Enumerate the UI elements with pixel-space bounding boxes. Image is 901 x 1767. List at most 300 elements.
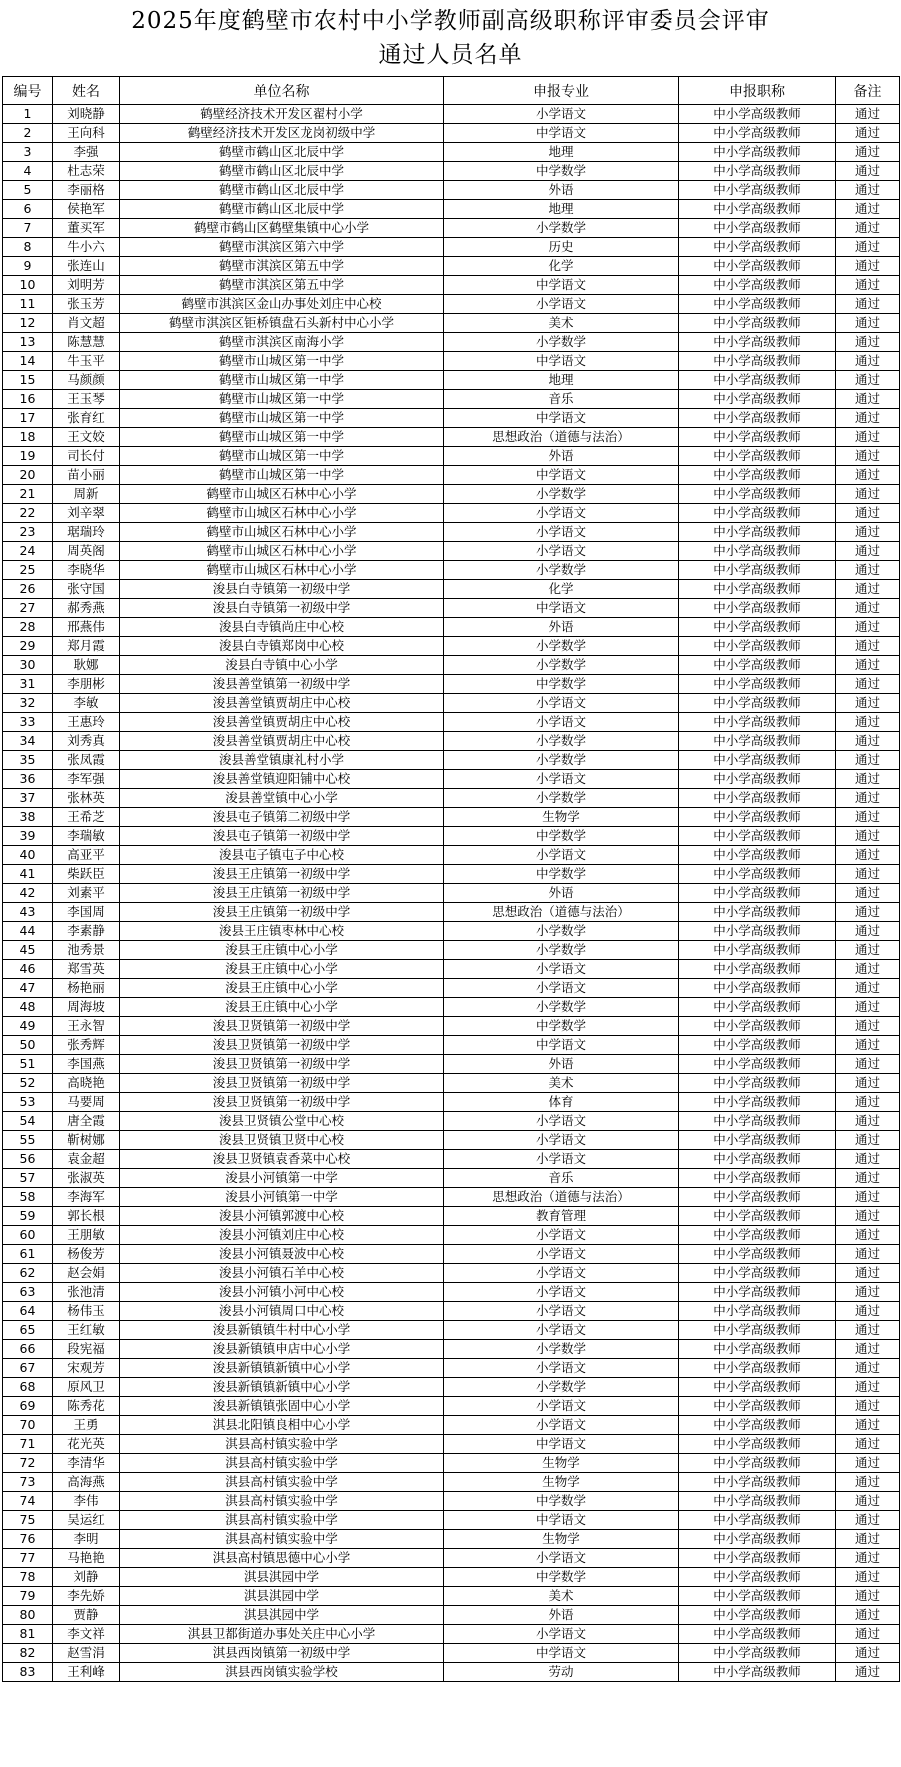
cell-number: 17 bbox=[3, 409, 53, 428]
cell-specialty: 小学语文 bbox=[444, 1321, 679, 1340]
cell-specialty: 中学语文 bbox=[444, 1644, 679, 1663]
cell-unit: 鹤壁市淇滨区第五中学 bbox=[120, 276, 444, 295]
cell-title: 中小学高级教师 bbox=[679, 390, 836, 409]
cell-name: 李素静 bbox=[53, 922, 120, 941]
cell-name: 牛小六 bbox=[53, 238, 120, 257]
cell-specialty: 思想政治（道德与法治） bbox=[444, 903, 679, 922]
cell-remark: 通过 bbox=[836, 1492, 900, 1511]
cell-specialty: 小学语文 bbox=[444, 1549, 679, 1568]
cell-name: 池秀景 bbox=[53, 941, 120, 960]
table-header-row bbox=[3, 77, 900, 105]
cell-name: 王朋敏 bbox=[53, 1226, 120, 1245]
cell-title: 中小学高级教师 bbox=[679, 1663, 836, 1682]
cell-unit: 鹤壁市山城区石林中心小学 bbox=[120, 504, 444, 523]
cell-specialty: 小学语文 bbox=[444, 1245, 679, 1264]
table-row bbox=[3, 143, 900, 162]
cell-unit: 浚县卫贤镇第一初级中学 bbox=[120, 1017, 444, 1036]
cell-name: 王文姣 bbox=[53, 428, 120, 447]
cell-unit: 浚县王庄镇中心小学 bbox=[120, 979, 444, 998]
cell-number: 80 bbox=[3, 1606, 53, 1625]
cell-unit: 鹤壁市淇滨区金山办事处刘庄中心校 bbox=[120, 295, 444, 314]
cell-unit: 浚县王庄镇第一初级中学 bbox=[120, 884, 444, 903]
table-row bbox=[3, 713, 900, 732]
cell-name: 李朋彬 bbox=[53, 675, 120, 694]
cell-name: 刘素平 bbox=[53, 884, 120, 903]
cell-title: 中小学高级教师 bbox=[679, 371, 836, 390]
cell-number: 66 bbox=[3, 1340, 53, 1359]
cell-specialty: 中学语文 bbox=[444, 276, 679, 295]
cell-name: 贾静 bbox=[53, 1606, 120, 1625]
cell-number: 10 bbox=[3, 276, 53, 295]
cell-specialty: 小学语文 bbox=[444, 1397, 679, 1416]
table-row bbox=[3, 257, 900, 276]
cell-number: 72 bbox=[3, 1454, 53, 1473]
cell-name: 李清华 bbox=[53, 1454, 120, 1473]
cell-name: 邢燕伟 bbox=[53, 618, 120, 637]
cell-specialty: 教育管理 bbox=[444, 1207, 679, 1226]
cell-number: 50 bbox=[3, 1036, 53, 1055]
cell-remark: 通过 bbox=[836, 200, 900, 219]
cell-number: 33 bbox=[3, 713, 53, 732]
cell-title: 中小学高级教师 bbox=[679, 1112, 836, 1131]
table-row bbox=[3, 827, 900, 846]
cell-remark: 通过 bbox=[836, 1055, 900, 1074]
cell-unit: 鹤壁市山城区石林中心小学 bbox=[120, 561, 444, 580]
header-title: 申报职称 bbox=[679, 77, 836, 105]
table-row bbox=[3, 1093, 900, 1112]
cell-unit: 浚县善堂镇中心小学 bbox=[120, 789, 444, 808]
cell-number: 28 bbox=[3, 618, 53, 637]
table-row bbox=[3, 770, 900, 789]
cell-title: 中小学高级教师 bbox=[679, 238, 836, 257]
cell-unit: 鹤壁市山城区第一中学 bbox=[120, 371, 444, 390]
cell-unit: 浚县小河镇小河中心校 bbox=[120, 1283, 444, 1302]
cell-name: 原风卫 bbox=[53, 1378, 120, 1397]
cell-name: 郑月霞 bbox=[53, 637, 120, 656]
cell-title: 中小学高级教师 bbox=[679, 808, 836, 827]
cell-specialty: 思想政治（道德与法治） bbox=[444, 1188, 679, 1207]
cell-unit: 鹤壁市鹤山区北辰中学 bbox=[120, 200, 444, 219]
cell-specialty: 小学语文 bbox=[444, 295, 679, 314]
cell-title: 中小学高级教师 bbox=[679, 789, 836, 808]
cell-remark: 通过 bbox=[836, 314, 900, 333]
table-row bbox=[3, 1530, 900, 1549]
cell-unit: 淇县高村镇实验中学 bbox=[120, 1511, 444, 1530]
cell-specialty: 小学语文 bbox=[444, 1226, 679, 1245]
cell-remark: 通过 bbox=[836, 865, 900, 884]
table-row bbox=[3, 1207, 900, 1226]
cell-specialty: 音乐 bbox=[444, 1169, 679, 1188]
cell-number: 58 bbox=[3, 1188, 53, 1207]
cell-remark: 通过 bbox=[836, 390, 900, 409]
table-row bbox=[3, 1340, 900, 1359]
cell-title: 中小学高级教师 bbox=[679, 295, 836, 314]
cell-unit: 淇县卫都街道办事处关庄中心小学 bbox=[120, 1625, 444, 1644]
cell-remark: 通过 bbox=[836, 713, 900, 732]
cell-title: 中小学高级教师 bbox=[679, 580, 836, 599]
cell-name: 杨伟玉 bbox=[53, 1302, 120, 1321]
cell-title: 中小学高级教师 bbox=[679, 561, 836, 580]
cell-specialty: 小学语文 bbox=[444, 694, 679, 713]
cell-remark: 通过 bbox=[836, 694, 900, 713]
cell-name: 刘晓静 bbox=[53, 105, 120, 124]
cell-specialty: 中学语文 bbox=[444, 1036, 679, 1055]
cell-remark: 通过 bbox=[836, 656, 900, 675]
cell-remark: 通过 bbox=[836, 1397, 900, 1416]
cell-unit: 鹤壁市山城区第一中学 bbox=[120, 409, 444, 428]
cell-specialty: 小学语文 bbox=[444, 1150, 679, 1169]
cell-name: 刘静 bbox=[53, 1568, 120, 1587]
cell-name: 杜志荣 bbox=[53, 162, 120, 181]
cell-name: 张淑英 bbox=[53, 1169, 120, 1188]
table-row bbox=[3, 694, 900, 713]
cell-remark: 通过 bbox=[836, 884, 900, 903]
cell-specialty: 中学数学 bbox=[444, 1017, 679, 1036]
cell-number: 25 bbox=[3, 561, 53, 580]
cell-number: 7 bbox=[3, 219, 53, 238]
cell-name: 李伟 bbox=[53, 1492, 120, 1511]
cell-remark: 通过 bbox=[836, 504, 900, 523]
cell-number: 47 bbox=[3, 979, 53, 998]
cell-name: 张池清 bbox=[53, 1283, 120, 1302]
cell-number: 6 bbox=[3, 200, 53, 219]
cell-name: 王永智 bbox=[53, 1017, 120, 1036]
cell-title: 中小学高级教师 bbox=[679, 846, 836, 865]
cell-remark: 通过 bbox=[836, 770, 900, 789]
cell-name: 王向科 bbox=[53, 124, 120, 143]
cell-specialty: 生物学 bbox=[444, 1530, 679, 1549]
cell-remark: 通过 bbox=[836, 124, 900, 143]
cell-specialty: 美术 bbox=[444, 314, 679, 333]
cell-title: 中小学高级教师 bbox=[679, 941, 836, 960]
cell-number: 37 bbox=[3, 789, 53, 808]
cell-remark: 通过 bbox=[836, 789, 900, 808]
cell-specialty: 中学数学 bbox=[444, 162, 679, 181]
table-row bbox=[3, 523, 900, 542]
cell-unit: 鹤壁市淇滨区第六中学 bbox=[120, 238, 444, 257]
title-line-2: 通过人员名单 bbox=[378, 42, 523, 68]
cell-remark: 通过 bbox=[836, 181, 900, 200]
cell-name: 李先娇 bbox=[53, 1587, 120, 1606]
cell-specialty: 小学数学 bbox=[444, 485, 679, 504]
cell-unit: 鹤壁市山城区第一中学 bbox=[120, 352, 444, 371]
cell-specialty: 小学语文 bbox=[444, 1283, 679, 1302]
cell-title: 中小学高级教师 bbox=[679, 1397, 836, 1416]
cell-title: 中小学高级教师 bbox=[679, 1644, 836, 1663]
cell-specialty: 小学语文 bbox=[444, 1302, 679, 1321]
cell-number: 2 bbox=[3, 124, 53, 143]
cell-number: 79 bbox=[3, 1587, 53, 1606]
cell-name: 侯艳军 bbox=[53, 200, 120, 219]
cell-remark: 通过 bbox=[836, 447, 900, 466]
cell-remark: 通过 bbox=[836, 105, 900, 124]
table-row bbox=[3, 732, 900, 751]
cell-remark: 通过 bbox=[836, 1378, 900, 1397]
cell-unit: 浚县王庄镇中心小学 bbox=[120, 960, 444, 979]
cell-number: 24 bbox=[3, 542, 53, 561]
cell-remark: 通过 bbox=[836, 1283, 900, 1302]
cell-title: 中小学高级教师 bbox=[679, 960, 836, 979]
cell-number: 26 bbox=[3, 580, 53, 599]
cell-title: 中小学高级教师 bbox=[679, 1530, 836, 1549]
cell-number: 77 bbox=[3, 1549, 53, 1568]
cell-number: 60 bbox=[3, 1226, 53, 1245]
header-number: 编号 bbox=[3, 77, 53, 105]
cell-name: 李强 bbox=[53, 143, 120, 162]
cell-specialty: 劳动 bbox=[444, 1663, 679, 1682]
cell-number: 14 bbox=[3, 352, 53, 371]
header-specialty: 申报专业 bbox=[444, 77, 679, 105]
cell-title: 中小学高级教师 bbox=[679, 618, 836, 637]
cell-unit: 浚县王庄镇中心小学 bbox=[120, 941, 444, 960]
cell-name: 张秀辉 bbox=[53, 1036, 120, 1055]
cell-title: 中小学高级教师 bbox=[679, 1511, 836, 1530]
cell-remark: 通过 bbox=[836, 1074, 900, 1093]
cell-specialty: 小学语文 bbox=[444, 1112, 679, 1131]
cell-remark: 通过 bbox=[836, 732, 900, 751]
cell-specialty: 生物学 bbox=[444, 1473, 679, 1492]
cell-unit: 浚县善堂镇第一初级中学 bbox=[120, 675, 444, 694]
cell-title: 中小学高级教师 bbox=[679, 675, 836, 694]
table-row bbox=[3, 599, 900, 618]
cell-number: 63 bbox=[3, 1283, 53, 1302]
cell-unit: 浚县新镇镇新镇中心小学 bbox=[120, 1378, 444, 1397]
cell-name: 司长付 bbox=[53, 447, 120, 466]
cell-remark: 通过 bbox=[836, 1245, 900, 1264]
cell-specialty: 美术 bbox=[444, 1587, 679, 1606]
cell-unit: 鹤壁市淇滨区钜桥镇盘石头新村中心小学 bbox=[120, 314, 444, 333]
cell-unit: 淇县高村镇实验中学 bbox=[120, 1435, 444, 1454]
cell-number: 78 bbox=[3, 1568, 53, 1587]
cell-remark: 通过 bbox=[836, 1302, 900, 1321]
table-row bbox=[3, 124, 900, 143]
cell-number: 74 bbox=[3, 1492, 53, 1511]
cell-specialty: 小学数学 bbox=[444, 998, 679, 1017]
cell-title: 中小学高级教师 bbox=[679, 219, 836, 238]
cell-specialty: 中学数学 bbox=[444, 1492, 679, 1511]
cell-unit: 浚县善堂镇贾胡庄中心校 bbox=[120, 713, 444, 732]
cell-remark: 通过 bbox=[836, 599, 900, 618]
table-row bbox=[3, 675, 900, 694]
cell-unit: 淇县高村镇实验中学 bbox=[120, 1530, 444, 1549]
cell-number: 27 bbox=[3, 599, 53, 618]
cell-specialty: 小学语文 bbox=[444, 105, 679, 124]
table-row bbox=[3, 1644, 900, 1663]
cell-unit: 浚县屯子镇屯子中心校 bbox=[120, 846, 444, 865]
cell-title: 中小学高级教师 bbox=[679, 257, 836, 276]
cell-title: 中小学高级教师 bbox=[679, 523, 836, 542]
cell-specialty: 小学数学 bbox=[444, 656, 679, 675]
table-row bbox=[3, 1625, 900, 1644]
cell-title: 中小学高级教师 bbox=[679, 979, 836, 998]
cell-remark: 通过 bbox=[836, 1340, 900, 1359]
cell-specialty: 思想政治（道德与法治） bbox=[444, 428, 679, 447]
cell-number: 49 bbox=[3, 1017, 53, 1036]
cell-number: 35 bbox=[3, 751, 53, 770]
cell-title: 中小学高级教师 bbox=[679, 1435, 836, 1454]
cell-number: 54 bbox=[3, 1112, 53, 1131]
cell-name: 张连山 bbox=[53, 257, 120, 276]
cell-title: 中小学高级教师 bbox=[679, 1283, 836, 1302]
cell-specialty: 小学数学 bbox=[444, 732, 679, 751]
table-row bbox=[3, 1302, 900, 1321]
cell-specialty: 小学数学 bbox=[444, 789, 679, 808]
header-unit: 单位名称 bbox=[120, 77, 444, 105]
cell-unit: 淇县北阳镇良相中心小学 bbox=[120, 1416, 444, 1435]
cell-unit: 鹤壁市鹤山区北辰中学 bbox=[120, 143, 444, 162]
cell-number: 45 bbox=[3, 941, 53, 960]
table-row bbox=[3, 903, 900, 922]
table-row bbox=[3, 409, 900, 428]
cell-remark: 通过 bbox=[836, 1093, 900, 1112]
cell-specialty: 小学数学 bbox=[444, 333, 679, 352]
table-row bbox=[3, 295, 900, 314]
cell-remark: 通过 bbox=[836, 428, 900, 447]
cell-number: 43 bbox=[3, 903, 53, 922]
cell-number: 76 bbox=[3, 1530, 53, 1549]
cell-remark: 通过 bbox=[836, 903, 900, 922]
cell-number: 65 bbox=[3, 1321, 53, 1340]
cell-remark: 通过 bbox=[836, 333, 900, 352]
cell-unit: 鹤壁经济技术开发区翟村小学 bbox=[120, 105, 444, 124]
cell-name: 杨艳丽 bbox=[53, 979, 120, 998]
cell-unit: 鹤壁市山城区第一中学 bbox=[120, 428, 444, 447]
cell-name: 李文祥 bbox=[53, 1625, 120, 1644]
cell-unit: 鹤壁市鹤山区鹤壁集镇中心小学 bbox=[120, 219, 444, 238]
cell-name: 马艳艳 bbox=[53, 1549, 120, 1568]
cell-remark: 通过 bbox=[836, 979, 900, 998]
cell-unit: 淇县淇园中学 bbox=[120, 1587, 444, 1606]
cell-number: 32 bbox=[3, 694, 53, 713]
cell-specialty: 小学语文 bbox=[444, 1264, 679, 1283]
cell-title: 中小学高级教师 bbox=[679, 1606, 836, 1625]
cell-unit: 浚县白寺镇中心小学 bbox=[120, 656, 444, 675]
cell-name: 王希芝 bbox=[53, 808, 120, 827]
table-row bbox=[3, 200, 900, 219]
cell-number: 73 bbox=[3, 1473, 53, 1492]
cell-name: 苗小丽 bbox=[53, 466, 120, 485]
cell-unit: 浚县白寺镇尚庄中心校 bbox=[120, 618, 444, 637]
cell-title: 中小学高级教师 bbox=[679, 428, 836, 447]
cell-number: 3 bbox=[3, 143, 53, 162]
cell-number: 51 bbox=[3, 1055, 53, 1074]
cell-remark: 通过 bbox=[836, 580, 900, 599]
cell-number: 39 bbox=[3, 827, 53, 846]
cell-name: 周英阁 bbox=[53, 542, 120, 561]
cell-title: 中小学高级教师 bbox=[679, 200, 836, 219]
cell-unit: 浚县卫贤镇第一初级中学 bbox=[120, 1074, 444, 1093]
cell-name: 董买军 bbox=[53, 219, 120, 238]
cell-number: 62 bbox=[3, 1264, 53, 1283]
table-row bbox=[3, 1169, 900, 1188]
cell-title: 中小学高级教师 bbox=[679, 181, 836, 200]
cell-specialty: 小学语文 bbox=[444, 979, 679, 998]
cell-unit: 浚县善堂镇迎阳铺中心校 bbox=[120, 770, 444, 789]
cell-title: 中小学高级教师 bbox=[679, 1587, 836, 1606]
cell-name: 琚瑞玲 bbox=[53, 523, 120, 542]
cell-unit: 鹤壁市淇滨区南海小学 bbox=[120, 333, 444, 352]
cell-remark: 通过 bbox=[836, 1321, 900, 1340]
cell-specialty: 小学数学 bbox=[444, 561, 679, 580]
cell-remark: 通过 bbox=[836, 1530, 900, 1549]
table-row bbox=[3, 941, 900, 960]
cell-title: 中小学高级教师 bbox=[679, 1568, 836, 1587]
cell-number: 53 bbox=[3, 1093, 53, 1112]
cell-title: 中小学高级教师 bbox=[679, 1378, 836, 1397]
cell-unit: 浚县卫贤镇袁香菜中心校 bbox=[120, 1150, 444, 1169]
table-row bbox=[3, 1188, 900, 1207]
cell-remark: 通过 bbox=[836, 1416, 900, 1435]
cell-specialty: 小学语文 bbox=[444, 846, 679, 865]
cell-name: 张玉芳 bbox=[53, 295, 120, 314]
cell-remark: 通过 bbox=[836, 1017, 900, 1036]
cell-number: 18 bbox=[3, 428, 53, 447]
cell-specialty: 化学 bbox=[444, 580, 679, 599]
cell-name: 李海军 bbox=[53, 1188, 120, 1207]
cell-number: 31 bbox=[3, 675, 53, 694]
cell-name: 刘辛翠 bbox=[53, 504, 120, 523]
cell-title: 中小学高级教师 bbox=[679, 542, 836, 561]
cell-specialty: 中学语文 bbox=[444, 1511, 679, 1530]
cell-title: 中小学高级教师 bbox=[679, 884, 836, 903]
table-row bbox=[3, 751, 900, 770]
cell-specialty: 外语 bbox=[444, 618, 679, 637]
cell-title: 中小学高级教师 bbox=[679, 1207, 836, 1226]
cell-title: 中小学高级教师 bbox=[679, 1074, 836, 1093]
table-row bbox=[3, 1055, 900, 1074]
cell-specialty: 地理 bbox=[444, 200, 679, 219]
cell-remark: 通过 bbox=[836, 618, 900, 637]
cell-specialty: 化学 bbox=[444, 257, 679, 276]
cell-title: 中小学高级教师 bbox=[679, 1359, 836, 1378]
cell-number: 41 bbox=[3, 865, 53, 884]
table-row bbox=[3, 1131, 900, 1150]
table-row bbox=[3, 276, 900, 295]
cell-number: 64 bbox=[3, 1302, 53, 1321]
cell-specialty: 中学语文 bbox=[444, 599, 679, 618]
cell-unit: 鹤壁市山城区石林中心小学 bbox=[120, 485, 444, 504]
table-row bbox=[3, 960, 900, 979]
cell-remark: 通过 bbox=[836, 1606, 900, 1625]
table-row bbox=[3, 1264, 900, 1283]
cell-remark: 通过 bbox=[836, 637, 900, 656]
cell-unit: 浚县新镇镇张固中心小学 bbox=[120, 1397, 444, 1416]
cell-title: 中小学高级教师 bbox=[679, 1549, 836, 1568]
table-row bbox=[3, 485, 900, 504]
table-row bbox=[3, 542, 900, 561]
cell-name: 张林英 bbox=[53, 789, 120, 808]
cell-unit: 浚县白寺镇郑岗中心校 bbox=[120, 637, 444, 656]
table-row bbox=[3, 1416, 900, 1435]
cell-unit: 浚县小河镇石羊中心校 bbox=[120, 1264, 444, 1283]
cell-title: 中小学高级教师 bbox=[679, 1321, 836, 1340]
cell-number: 11 bbox=[3, 295, 53, 314]
cell-number: 55 bbox=[3, 1131, 53, 1150]
cell-specialty: 中学语文 bbox=[444, 409, 679, 428]
cell-remark: 通过 bbox=[836, 523, 900, 542]
cell-unit: 鹤壁市山城区第一中学 bbox=[120, 390, 444, 409]
cell-specialty: 历史 bbox=[444, 238, 679, 257]
cell-number: 20 bbox=[3, 466, 53, 485]
cell-unit: 浚县新镇镇申店中心小学 bbox=[120, 1340, 444, 1359]
table-row bbox=[3, 1112, 900, 1131]
table-row bbox=[3, 447, 900, 466]
cell-unit: 浚县善堂镇康礼村小学 bbox=[120, 751, 444, 770]
table-row bbox=[3, 808, 900, 827]
cell-unit: 淇县高村镇实验中学 bbox=[120, 1492, 444, 1511]
table-row bbox=[3, 181, 900, 200]
cell-name: 郑雪英 bbox=[53, 960, 120, 979]
